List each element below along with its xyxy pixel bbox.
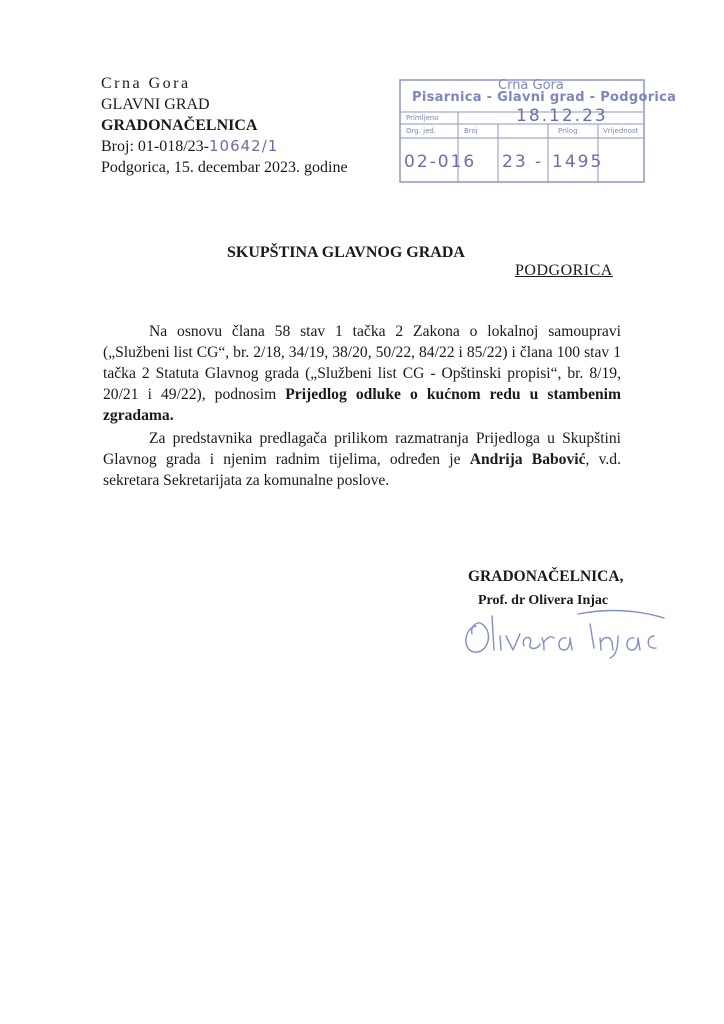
letterhead-office: GRADONAČELNICA: [101, 117, 258, 134]
place-date: Podgorica, 15. decembar 2023. godine: [101, 159, 348, 176]
paragraph-2-end: , v.d. sekretara Sekretarijata za komunalne poslove.: [103, 451, 622, 489]
stamp-country: Crna Gora: [498, 78, 564, 93]
handwritten-signature: [458, 606, 673, 661]
stamp-label-org-jed: Org. jed.: [406, 127, 437, 135]
stamp-label-broj: Broj: [464, 127, 478, 135]
representative-name: Andrija Babović: [469, 451, 586, 468]
paragraph-2-text: Za predstavnika predlagača prilikom razmatranja Prijedloga u Skupštini Glavnog grada i njenim radnim tijelima, određen je: [103, 430, 621, 468]
document-number: [101, 136, 348, 157]
stamp-reg-handwritten-2: 23 -: [502, 152, 544, 172]
signature-name: Prof. dr Olivera Injac: [478, 593, 609, 608]
document-number-handwritten: 10642/1: [209, 137, 279, 155]
recipient-city: PODGORICA: [515, 262, 613, 279]
stamp-label-primljeno: Primljeno: [406, 114, 439, 122]
letterhead: [101, 73, 348, 178]
stamp-date-handwritten: 18.12.23: [516, 106, 608, 126]
stamp-label-vrijednost: Vrijednost: [603, 127, 639, 135]
stamp-label-prilog: Prilog: [558, 127, 578, 135]
letterhead-city: GLAVNI GRAD: [101, 96, 210, 113]
letter-body: [103, 321, 621, 491]
recipient-name: SKUPŠTINA GLAVNOG GRADA: [227, 244, 465, 261]
stamp-reg-handwritten-3: 1495: [552, 152, 604, 172]
signature-title: GRADONAČELNICA,: [468, 568, 624, 585]
paragraph-1-text: Na osnovu člana 58 stav 1 tačka 2 Zakona o lokalnoj samoupravi („Službeni list CG“, br. 2/18, 34/19, 38/20, 50/22, 84/22 i 85/22) i člana 100 stav 1 tačka 2 Statuta Glavnog grada („Službeni list CG - Opštinski propisi“, br. 8/19, 20/21 i 49/22), podnosim: [103, 323, 621, 403]
registry-stamp: [398, 78, 677, 184]
proposal-title: Prijedlog odluke o kućnom redu u stambenim zgradama.: [103, 386, 622, 424]
paragraph-representative: [103, 428, 621, 491]
paragraph-legal-basis: [103, 321, 621, 426]
stamp-office: Pisarnica - Glavni grad - Podgorica: [412, 90, 677, 105]
document-number-prefix: Broj: 01-018/23-: [101, 138, 209, 155]
stamp-reg-handwritten-1: 02-016: [404, 152, 477, 172]
letterhead-country: Crna Gora: [101, 75, 191, 92]
